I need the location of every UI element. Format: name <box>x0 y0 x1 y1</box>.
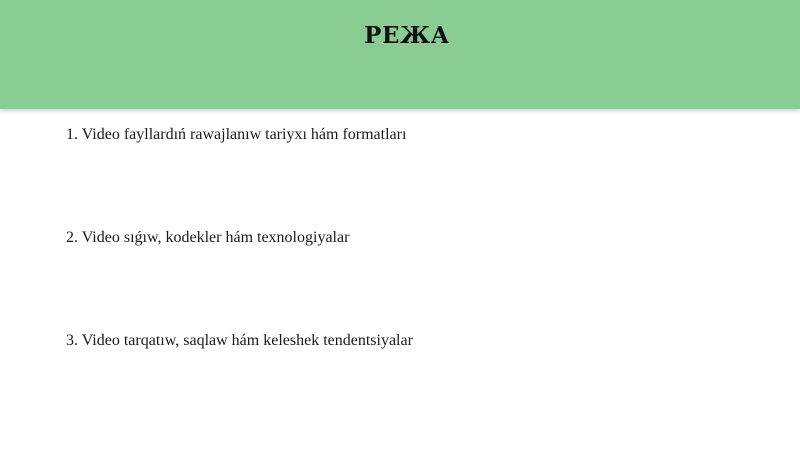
header-band <box>0 0 800 109</box>
agenda-item-3: 3. Video tarqatıw, saqlaw hám keleshek tendentsiyalar <box>66 332 413 349</box>
agenda-item-1: 1. Video fayllardıń rawajlanıw tariyxı hám formatları <box>66 126 407 143</box>
slide-title: РЕЖА <box>364 22 450 49</box>
agenda-item-2: 2. Video sıǵıw, kodekler hám texnologiyalar <box>66 229 350 246</box>
